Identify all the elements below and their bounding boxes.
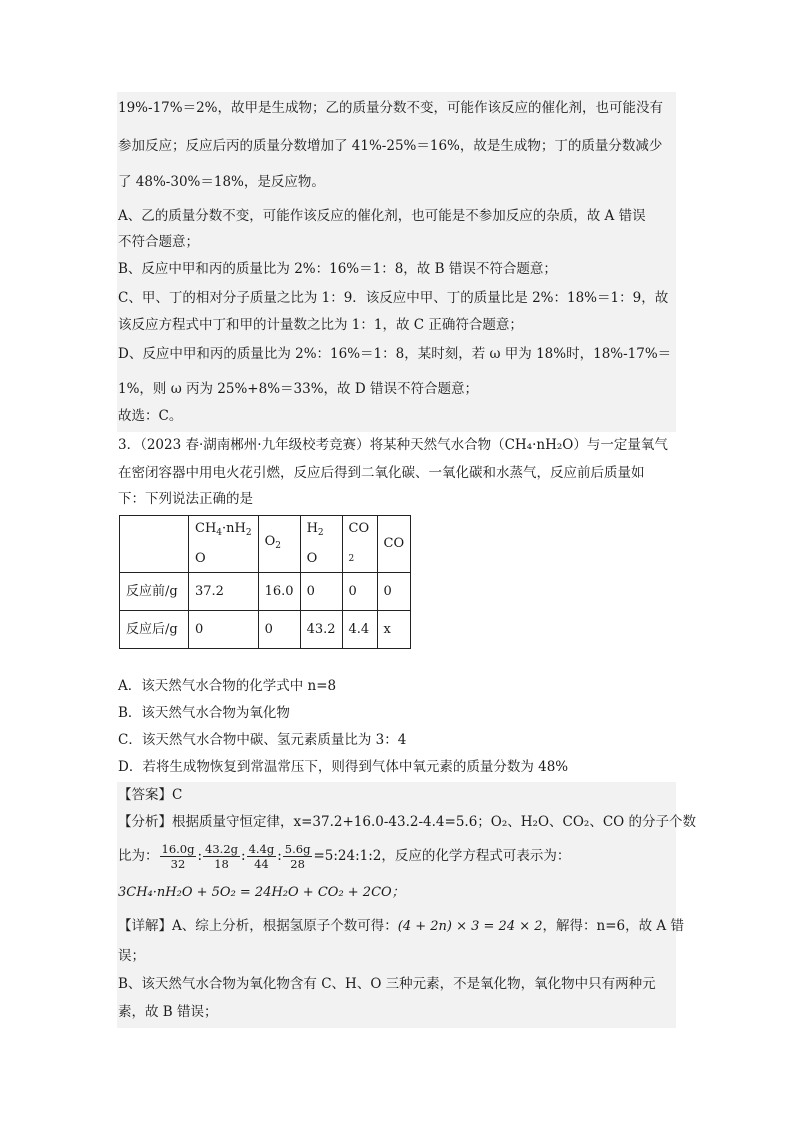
table-cell: 0 <box>377 573 411 611</box>
table-cell: 0 <box>258 611 300 649</box>
chemical-equation: 3CH₄·nH₂O + 5O₂ = 24H₂O + CO₂ + 2CO； <box>118 885 405 900</box>
table-cell: 反应后/g <box>120 611 189 649</box>
table-cell: 43.2 <box>300 611 342 649</box>
table-cell: x <box>377 611 411 649</box>
fraction: $\frac{5.6g}{28}$ <box>284 842 311 871</box>
detail-line: 【详解】A、综上分析，根据氢原子个数可得：(4 + 2n) × 3 = 24 × 2，解得：n=6，故 A 错 <box>118 918 684 934</box>
question-stem: 3．（2023 春·湖南郴州·九年级校考竞赛）将某种天然气水合物（CH₄·nH₂O）与一定量氧气 <box>118 437 668 453</box>
detail-line: 素，故 B 错误； <box>118 1004 218 1020</box>
fraction: $\frac{4.4g}{44}$ <box>248 842 275 871</box>
table-row <box>120 573 411 611</box>
table-header-cell: CO <box>377 516 411 573</box>
hydrogen-equation: (4 + 2n) × 3 = 24 × 2 <box>397 919 543 934</box>
detail-line: 误； <box>118 948 145 964</box>
fraction: $\frac{16.0g}{32}$ <box>161 842 195 871</box>
option-d: D．若将生成物恢复到常温常压下，则得到气体中氧元素的质量分数为 48% <box>118 759 569 775</box>
solution-line: 了 48%-30%＝18%，是反应物。 <box>118 174 325 190</box>
table-header-cell: CO $_2$ <box>342 516 377 573</box>
table-header-cell: $O_2$ <box>258 516 300 573</box>
table-cell: 0 <box>300 573 342 611</box>
analysis-line: 【分析】根据质量守恒定律，x=37.2+16.0-43.2-4.4=5.6；O₂、H₂O、CO₂、CO 的分子个数 <box>118 814 697 830</box>
mass-table <box>119 515 411 649</box>
table-cell: 0 <box>342 573 377 611</box>
option-b-explanation: B、反应中甲和丙的质量比为 2%：16%＝1：8，故 B 错误不符合题意； <box>118 261 557 277</box>
solution-conclusion: 故选：C。 <box>118 408 183 424</box>
ratio-prefix: 比为： <box>118 848 159 864</box>
option-c: C．该天然气水合物中碳、氢元素质量比为 3：4 <box>118 732 407 748</box>
option-a-explanation: 不符合题意； <box>118 234 199 250</box>
table-row <box>120 611 411 649</box>
table-cell: 反应前/g <box>120 573 189 611</box>
ratio-suffix: =5:24:1:2，反应的化学方程式可表示为： <box>313 848 571 864</box>
option-c-explanation: C、甲、丁的相对分子质量之比为 1：9．该反应中甲、丁的质量比是 2%：18%＝1：9，故 <box>118 290 669 306</box>
fraction: $\frac{43.2g}{18}$ <box>205 842 238 871</box>
analysis-ratio-line: 比为： $\frac{16.0g}{32}$ : $\frac{43.2g}{18}$ : $\frac{4.4g}{44}$ : $\frac{5.6g}{28}$ =5:24:1:2，反应的化学方程式可表示为： <box>118 842 571 871</box>
table-cell: 4.4 <box>342 611 377 649</box>
table-header-cell: $H_2$ O <box>300 516 342 573</box>
table-header-row <box>120 516 411 573</box>
option-a-explanation: A、乙的质量分数不变，可能作该反应的催化剂，也可能是不参加反应的杂质，故 A 错误 <box>118 208 646 224</box>
answer-label: 【答案】C <box>118 787 183 803</box>
option-b: B．该天然气水合物为氧化物 <box>118 705 290 721</box>
option-a: A．该天然气水合物的化学式中 n=8 <box>118 678 337 694</box>
solution-line: 参加反应；反应后丙的质量分数增加了 41%-25%＝16%，故是生成物；丁的质量分数减少 <box>118 138 663 154</box>
table-header-cell: $CH_4\cdot nH_2$ O <box>189 516 259 573</box>
table-cell: 16.0 <box>258 573 300 611</box>
detail-line: B、该天然气水合物为氧化物含有 C、H、O 三种元素，不是氧化物，氧化物中只有两种元 <box>118 976 656 992</box>
question-stem: 下：下列说法正确的是 <box>118 491 253 507</box>
table-header-cell <box>120 516 189 573</box>
option-d-explanation: 1%，则 ω 丙为 25%+8%＝33%，故 D 错误不符合题意； <box>118 381 478 397</box>
table-cell: 37.2 <box>189 573 259 611</box>
table-cell: 0 <box>189 611 259 649</box>
solution-line: 19%-17%＝2%，故甲是生成物；乙的质量分数不变，可能作该反应的催化剂，也可能没有 <box>118 100 663 116</box>
option-d-explanation: D、反应中甲和丙的质量比为 2%：16%＝1：8，某时刻，若 ω 甲为 18%时，18%-17%＝ <box>118 346 672 362</box>
option-c-explanation: 该反应方程式中丁和甲的计量数之比为 1：1，故 C 正确符合题意； <box>118 317 523 333</box>
question-stem: 在密闭容器中用电火花引燃，反应后得到二氧化碳、一氧化碳和水蒸气，反应前后质量如 <box>118 465 645 481</box>
